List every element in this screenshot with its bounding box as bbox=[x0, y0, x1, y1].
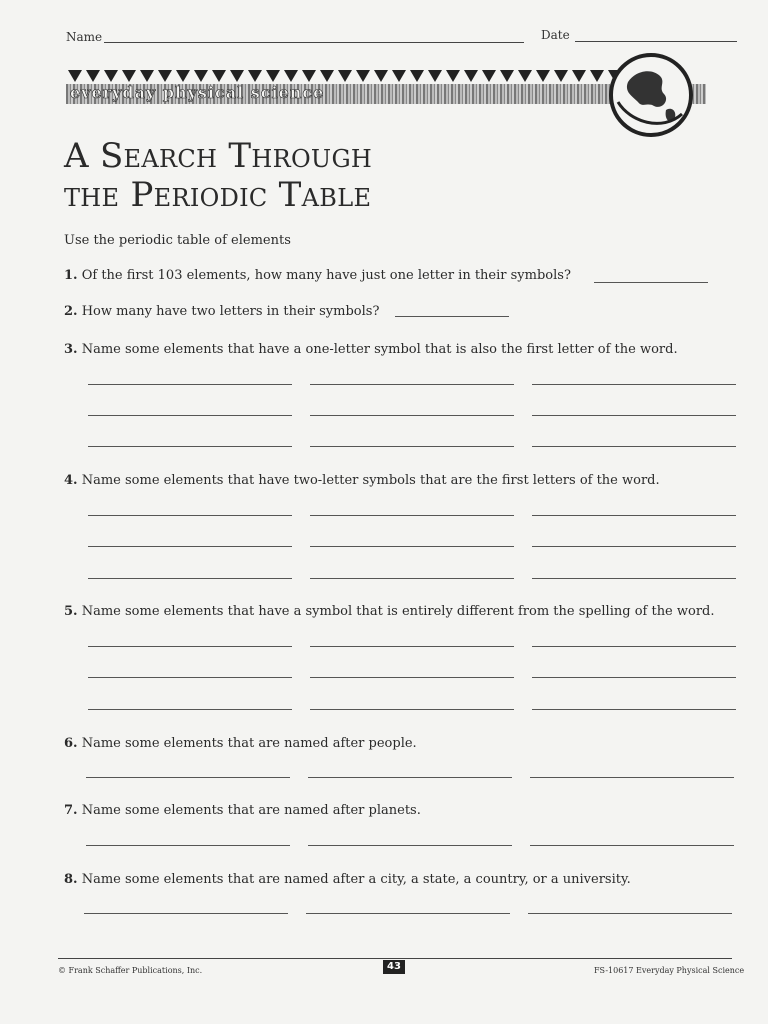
banner-title: everyday physical science bbox=[70, 83, 325, 102]
catalog-number: FS-10617 Everyday Physical Science bbox=[594, 966, 745, 975]
answer-line[interactable] bbox=[88, 578, 292, 579]
question-number: 8. bbox=[64, 872, 78, 887]
name-field[interactable] bbox=[104, 42, 524, 43]
answer-line[interactable] bbox=[532, 578, 736, 579]
answer-line[interactable] bbox=[310, 546, 514, 547]
answer-line[interactable] bbox=[310, 709, 514, 710]
question-text: Name some elements that are named after planets. bbox=[81, 803, 421, 818]
answer-line[interactable] bbox=[306, 913, 510, 914]
answer-line[interactable] bbox=[88, 677, 292, 678]
answer-line[interactable] bbox=[310, 415, 514, 416]
answer-line[interactable] bbox=[310, 515, 514, 516]
answer-line[interactable] bbox=[528, 913, 732, 914]
question-text: Name some elements that have a one-letter symbol that is also the first letter of the word. bbox=[81, 342, 678, 357]
question-number: 6. bbox=[64, 736, 78, 751]
question-text: How many have two letters in their symbols? bbox=[81, 304, 380, 319]
question-number: 2. bbox=[64, 304, 78, 319]
answer-line[interactable] bbox=[532, 546, 736, 547]
banner-triangle-border bbox=[68, 70, 624, 84]
answer-line[interactable] bbox=[532, 415, 736, 416]
question-text: Of the first 103 elements, how many have just one letter in their symbols? bbox=[81, 268, 571, 283]
question-text: Name some elements that have two-letter symbols that are the first letters of the word. bbox=[81, 473, 660, 488]
answer-line[interactable] bbox=[88, 709, 292, 710]
answer-line[interactable] bbox=[310, 677, 514, 678]
answer-line[interactable] bbox=[532, 384, 736, 385]
question-6 bbox=[64, 736, 417, 752]
page-number: 43 bbox=[383, 960, 405, 974]
question-number: 3. bbox=[64, 342, 78, 357]
answer-line[interactable] bbox=[532, 446, 736, 447]
title-line-2: the Periodic Table bbox=[64, 175, 372, 215]
question-text: Name some elements that have a symbol that is entirely different from the spelling of the word. bbox=[81, 604, 715, 619]
answer-line[interactable] bbox=[88, 515, 292, 516]
footer-rule bbox=[58, 958, 732, 959]
answer-line[interactable] bbox=[88, 415, 292, 416]
question-8 bbox=[64, 872, 631, 888]
answer-line[interactable] bbox=[532, 677, 736, 678]
answer-line[interactable] bbox=[395, 316, 509, 317]
question-3 bbox=[64, 342, 678, 358]
answer-line[interactable] bbox=[88, 646, 292, 647]
date-field[interactable] bbox=[575, 41, 737, 42]
question-number: 1. bbox=[64, 268, 78, 283]
answer-line[interactable] bbox=[310, 384, 514, 385]
answer-line[interactable] bbox=[84, 913, 288, 914]
answer-line[interactable] bbox=[594, 282, 708, 283]
answer-line[interactable] bbox=[530, 845, 734, 846]
answer-line[interactable] bbox=[308, 845, 512, 846]
name-label: Name bbox=[66, 30, 103, 44]
answer-line[interactable] bbox=[88, 546, 292, 547]
copyright: © Frank Schaffer Publications, Inc. bbox=[58, 966, 203, 975]
instructions: Use the periodic table of elements bbox=[64, 233, 291, 248]
answer-line[interactable] bbox=[532, 646, 736, 647]
answer-line[interactable] bbox=[88, 446, 292, 447]
question-text: Name some elements that are named after a city, a state, a country, or a university. bbox=[81, 872, 631, 887]
answer-line[interactable] bbox=[310, 446, 514, 447]
title-line-1: A Search Through bbox=[64, 136, 373, 176]
globe-icon bbox=[608, 52, 694, 138]
question-text: Name some elements that are named after people. bbox=[81, 736, 417, 751]
answer-line[interactable] bbox=[530, 777, 734, 778]
question-4 bbox=[64, 473, 660, 489]
answer-line[interactable] bbox=[88, 384, 292, 385]
answer-line[interactable] bbox=[532, 709, 736, 710]
date-label: Date bbox=[541, 28, 570, 42]
answer-line[interactable] bbox=[310, 578, 514, 579]
question-2 bbox=[64, 304, 379, 320]
question-number: 5. bbox=[64, 604, 78, 619]
answer-line[interactable] bbox=[532, 515, 736, 516]
question-5 bbox=[64, 604, 715, 620]
question-1 bbox=[64, 268, 571, 284]
question-number: 4. bbox=[64, 473, 78, 488]
question-7 bbox=[64, 803, 421, 819]
answer-line[interactable] bbox=[308, 777, 512, 778]
question-number: 7. bbox=[64, 803, 78, 818]
answer-line[interactable] bbox=[86, 777, 290, 778]
answer-line[interactable] bbox=[310, 646, 514, 647]
answer-line[interactable] bbox=[86, 845, 290, 846]
